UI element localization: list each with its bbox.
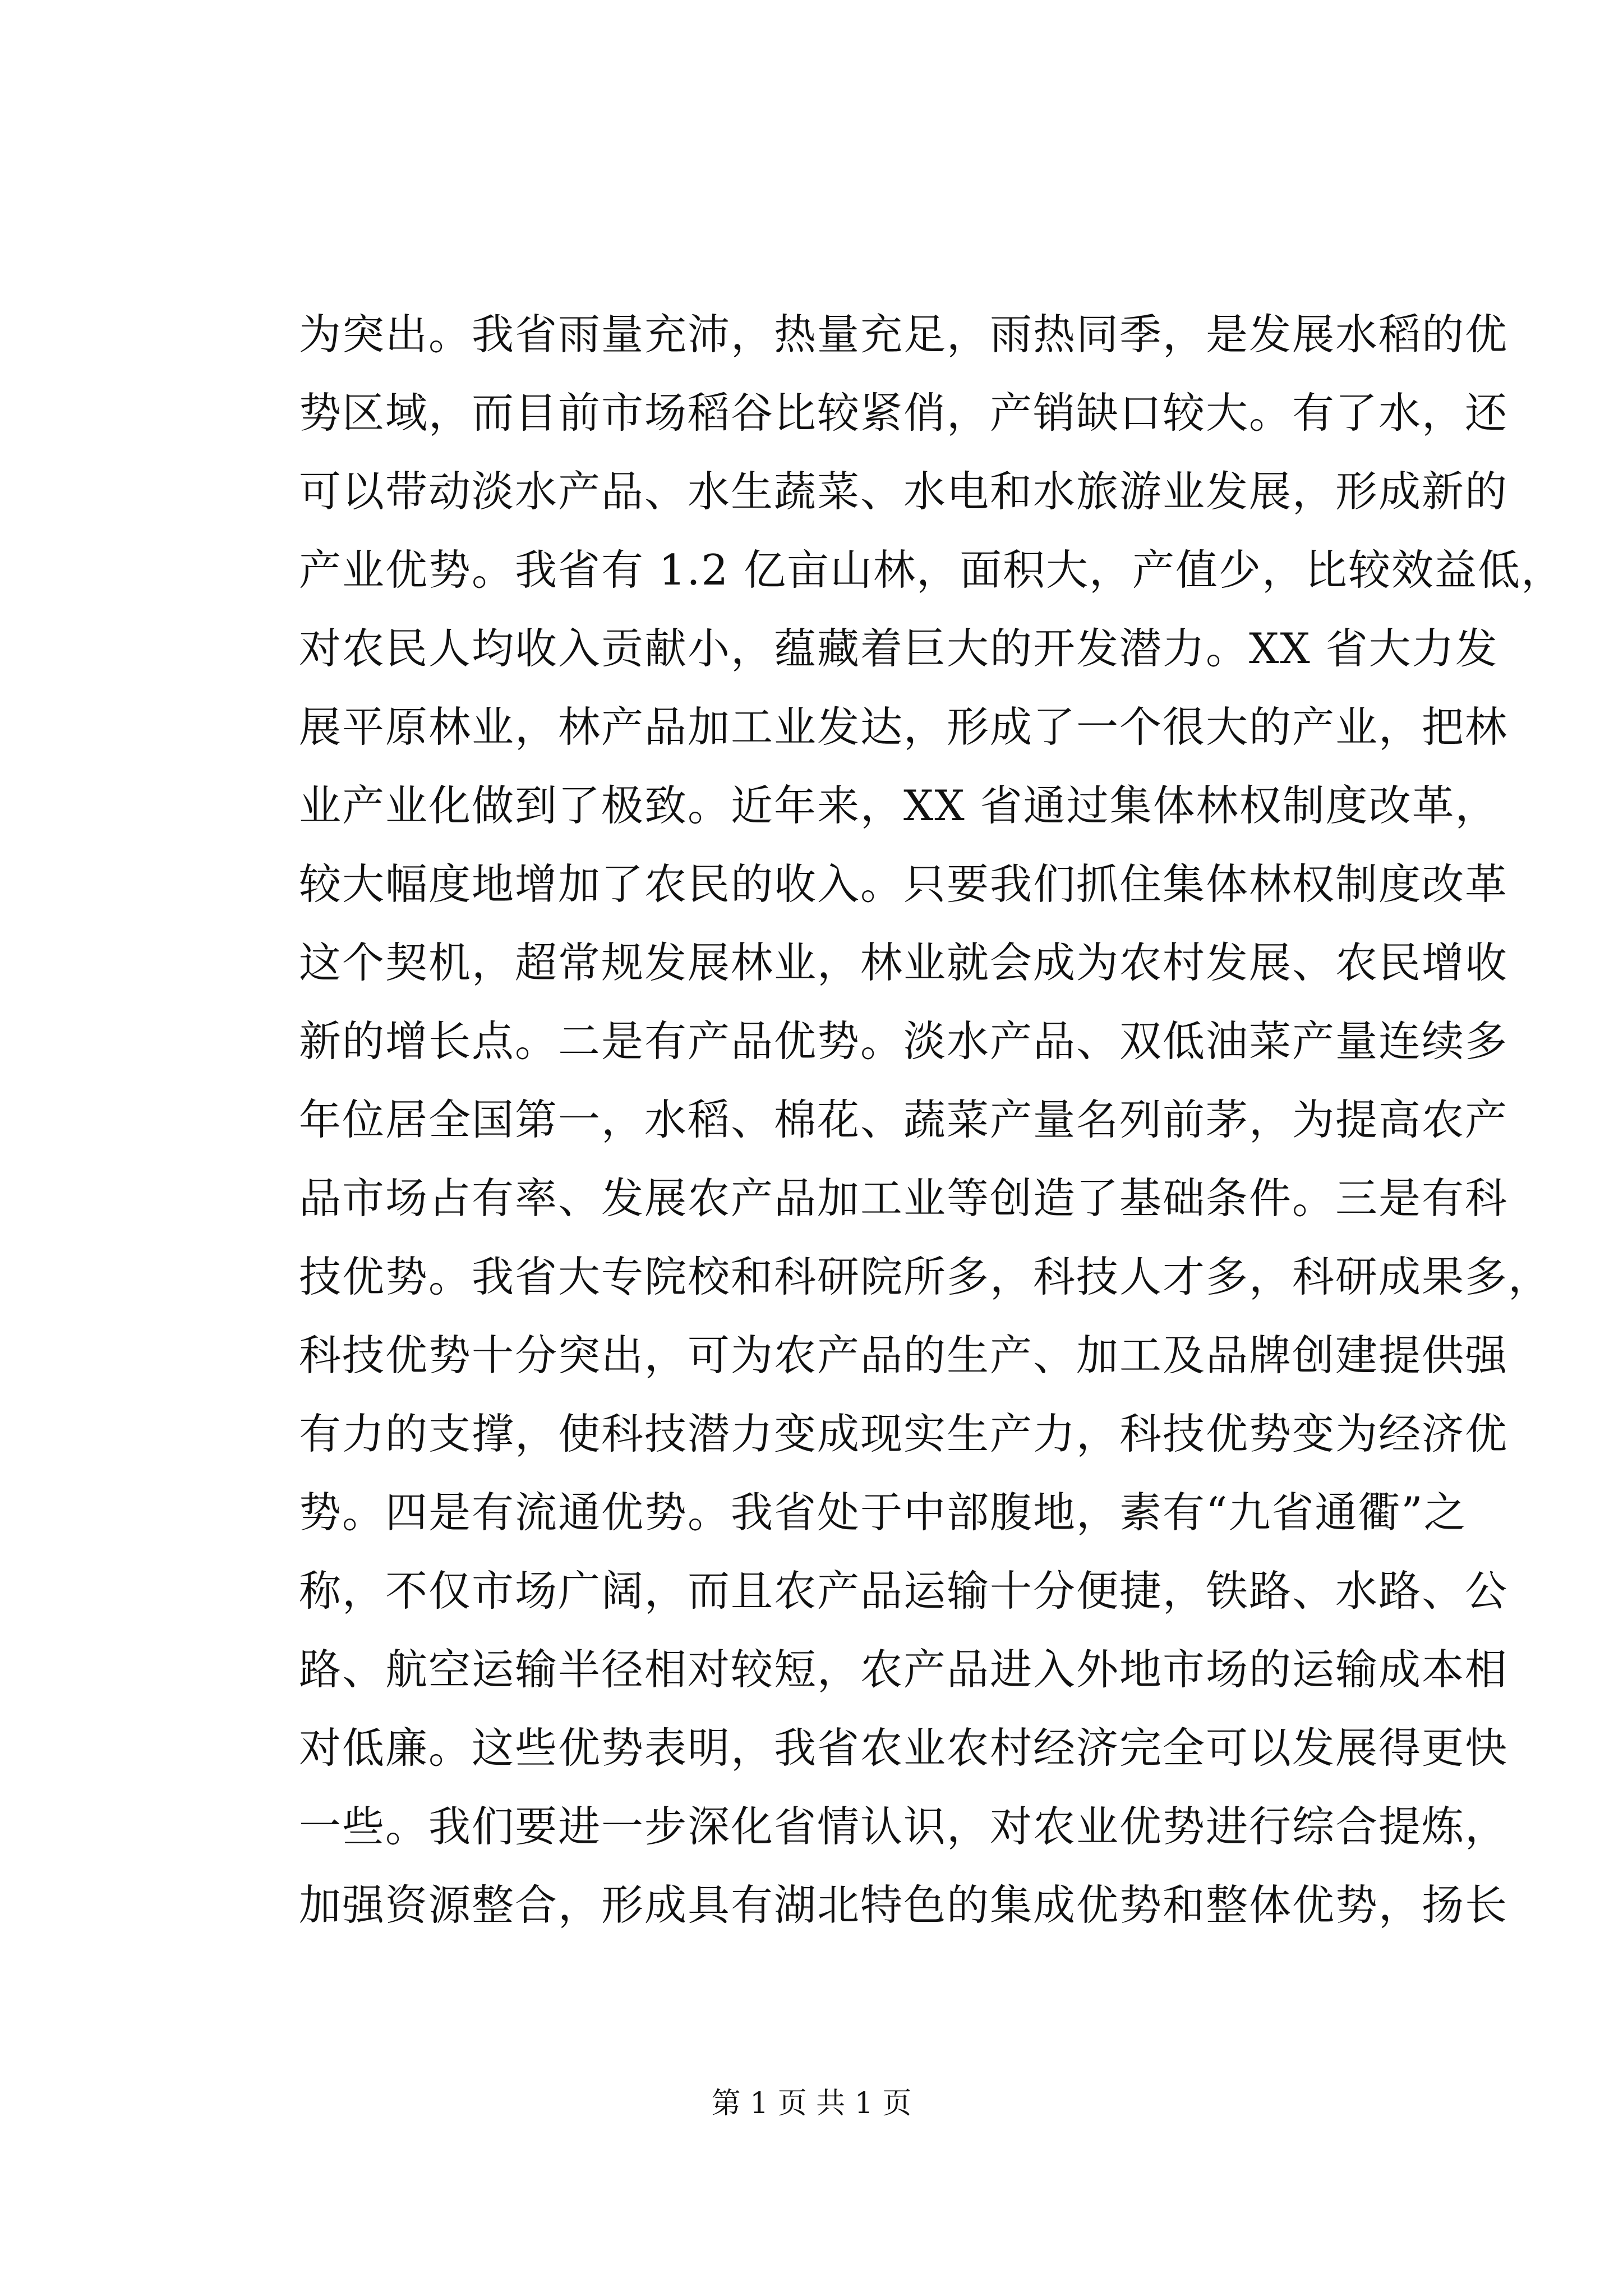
- text-line: 势区域，而目前市场稻谷比较紧俏，产销缺口较大。有了水，还: [299, 388, 1509, 438]
- text-line: 有力的支撑，使科技潜力变成现实生产力，科技优势变为经济优: [299, 1409, 1509, 1458]
- text-line: 称，不仅市场广阔，而且农产品运输十分便捷，铁路、水路、公: [299, 1566, 1509, 1616]
- page-number-footer: 第 1 页 共 1 页: [711, 2087, 912, 2120]
- text-line: 年位居全国第一，水稻、棉花、蔬菜产量名列前茅，为提高农产: [299, 1095, 1509, 1144]
- text-line: 为突出。我省雨量充沛，热量充足，雨热同季，是发展水稻的优: [299, 310, 1509, 359]
- text-line: 展平原林业，林产品加工业发达，形成了一个很大的产业，把林: [299, 702, 1509, 752]
- text-line: 较大幅度地增加了农民的收入。只要我们抓住集体林权制度改革: [299, 859, 1509, 909]
- text-line: 这个契机，超常规发展林业，林业就会成为农村发展、农民增收: [299, 938, 1509, 987]
- text-line: 业产业化做到了极致。近年来，XX 省通过集体林权制度改革，: [299, 781, 1498, 830]
- text-line: 对农民人均收入贡献小，蕴藏着巨大的开发潜力。XX 省大力发: [299, 624, 1498, 673]
- text-line: 产业优势。我省有 1.2 亿亩山林，面积大，产值少，比较效益低，: [299, 545, 1564, 595]
- text-line: 路、航空运输半径相对较短，农产品进入外地市场的运输成本相: [299, 1645, 1509, 1694]
- text-line: 对低廉。这些优势表明，我省农业农村经济完全可以发展得更快: [299, 1723, 1509, 1773]
- text-line: 势。四是有流通优势。我省处于中部腹地，素有“九省通衢”之: [299, 1488, 1467, 1537]
- text-line: 可以带动淡水产品、水生蔬菜、水电和水旅游业发展，形成新的: [299, 467, 1509, 516]
- text-line: 技优势。我省大专院校和科研院所多，科技人才多，科研成果多，: [299, 1252, 1552, 1301]
- text-line: 加强资源整合，形成具有湖北特色的集成优势和整体优势，扬长: [299, 1880, 1509, 1930]
- text-line: 一些。我们要进一步深化省情认识，对农业优势进行综合提炼，: [299, 1802, 1509, 1851]
- text-line: 新的增长点。二是有产品优势。淡水产品、双低油菜产量连续多: [299, 1016, 1509, 1066]
- text-line: 品市场占有率、发展农产品加工业等创造了基础条件。三是有科: [299, 1174, 1509, 1223]
- text-line: 科技优势十分突出，可为农产品的生产、加工及品牌创建提供强: [299, 1331, 1509, 1380]
